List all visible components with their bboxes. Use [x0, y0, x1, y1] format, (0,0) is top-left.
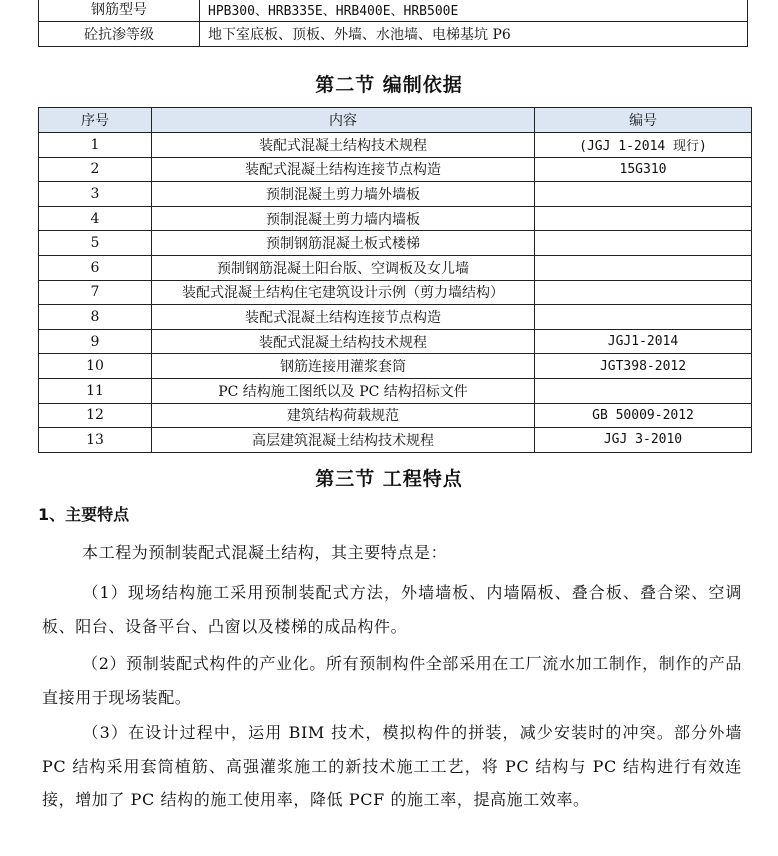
row-index: 1	[39, 133, 152, 158]
paragraph-text: （3）在设计过程中，运用 BIM 技术，模拟构件的拼装，减少安装时的冲突。部分外墙 PC 结构采用套筒植筋、高强灌浆施工的新技术施工工艺，将 PC 结构与 PC 结构进行有效连接，增加了 PC 结构的施工使用率，降低 PCF 的施工率，提高施工效率。	[42, 723, 742, 809]
row-index: 6	[39, 255, 152, 280]
table-row	[39, 354, 752, 379]
row-code: GB 50009-2012	[535, 403, 752, 428]
row-content: 钢筋连接用灌浆套筒	[152, 354, 535, 379]
row-content: 预制混凝土剪力墙内墙板	[152, 206, 535, 231]
table-row	[39, 305, 752, 330]
paragraph-feature-2	[42, 647, 742, 714]
subheading-main-features: 1、主要特点	[38, 505, 130, 524]
spec-label: 钢筋型号	[39, 0, 200, 22]
table-row	[39, 255, 752, 280]
table-row	[39, 428, 752, 453]
table-row	[39, 182, 752, 207]
row-index: 9	[39, 329, 152, 354]
row-code	[535, 305, 752, 330]
row-content: 建筑结构荷载规范	[152, 403, 535, 428]
spec-value: 地下室底板、顶板、外墙、水池墙、电梯基坑 P6	[200, 22, 748, 47]
row-content: 装配式混凝土结构技术规程	[152, 133, 535, 158]
table-row	[39, 280, 752, 305]
row-code	[535, 280, 752, 305]
table-row	[39, 22, 748, 47]
row-index: 4	[39, 206, 152, 231]
table-row	[39, 378, 752, 403]
row-code	[535, 206, 752, 231]
row-code: JGJ1-2014	[535, 329, 752, 354]
row-code	[535, 255, 752, 280]
table-header-row	[39, 108, 752, 133]
paragraph-intro	[42, 536, 742, 570]
row-index: 5	[39, 231, 152, 256]
basis-table-body	[39, 133, 752, 453]
row-content: 预制混凝土剪力墙外墙板	[152, 182, 535, 207]
table-row	[39, 133, 752, 158]
row-content: 预制钢筋混凝土板式楼梯	[152, 231, 535, 256]
row-code	[535, 378, 752, 403]
spec-label: 砼抗渗等级	[39, 22, 200, 47]
row-content: 装配式混凝土结构技术规程	[152, 329, 535, 354]
row-code: JGT398-2012	[535, 354, 752, 379]
row-index: 8	[39, 305, 152, 330]
row-content: PC 结构施工图纸以及 PC 结构招标文件	[152, 378, 535, 403]
table-row	[39, 0, 748, 22]
table-row	[39, 329, 752, 354]
section-3-title: 第三节 工程特点	[315, 468, 463, 490]
paragraph-text: （1）现场结构施工采用预制装配式方法，外墙墙板、内墙隔板、叠合板、叠合梁、空调板、阳台、设备平台、凸窗以及楼梯的成品构件。	[42, 583, 742, 636]
table-row	[39, 231, 752, 256]
row-content: 装配式混凝土结构住宅建筑设计示例（剪力墙结构）	[152, 280, 535, 305]
paragraph-text: 本工程为预制装配式混凝土结构，其主要特点是：	[82, 543, 448, 562]
row-index: 7	[39, 280, 152, 305]
spec-value: HPB300、HRB335E、HRB400E、HRB500E	[200, 0, 748, 22]
table-row	[39, 403, 752, 428]
paragraph-feature-3	[42, 716, 742, 817]
paragraph-feature-1	[42, 576, 742, 643]
column-header-code: 编号	[535, 108, 752, 133]
row-content: 装配式混凝土结构连接节点构造	[152, 157, 535, 182]
row-code: 15G310	[535, 157, 752, 182]
row-content: 高层建筑混凝土结构技术规程	[152, 428, 535, 453]
row-index: 12	[39, 403, 152, 428]
row-code: JGJ 3-2010	[535, 428, 752, 453]
row-index: 2	[39, 157, 152, 182]
spec-table	[38, 0, 748, 47]
row-index: 3	[39, 182, 152, 207]
row-content: 装配式混凝土结构连接节点构造	[152, 305, 535, 330]
row-index: 13	[39, 428, 152, 453]
row-index: 11	[39, 378, 152, 403]
paragraph-text: （2）预制装配式构件的产业化。所有预制构件全部采用在工厂流水加工制作，制作的产品直接用于现场装配。	[42, 654, 742, 707]
table-row	[39, 157, 752, 182]
column-header-index: 序号	[39, 108, 152, 133]
section-2-title: 第二节 编制依据	[315, 74, 463, 96]
basis-table	[38, 107, 752, 453]
row-index: 10	[39, 354, 152, 379]
row-code: (JGJ 1-2014 现行)	[535, 133, 752, 158]
table-row	[39, 206, 752, 231]
column-header-content: 内容	[152, 108, 535, 133]
row-code	[535, 182, 752, 207]
row-code	[535, 231, 752, 256]
row-content: 预制钢筋混凝土阳台版、空调板及女儿墙	[152, 255, 535, 280]
